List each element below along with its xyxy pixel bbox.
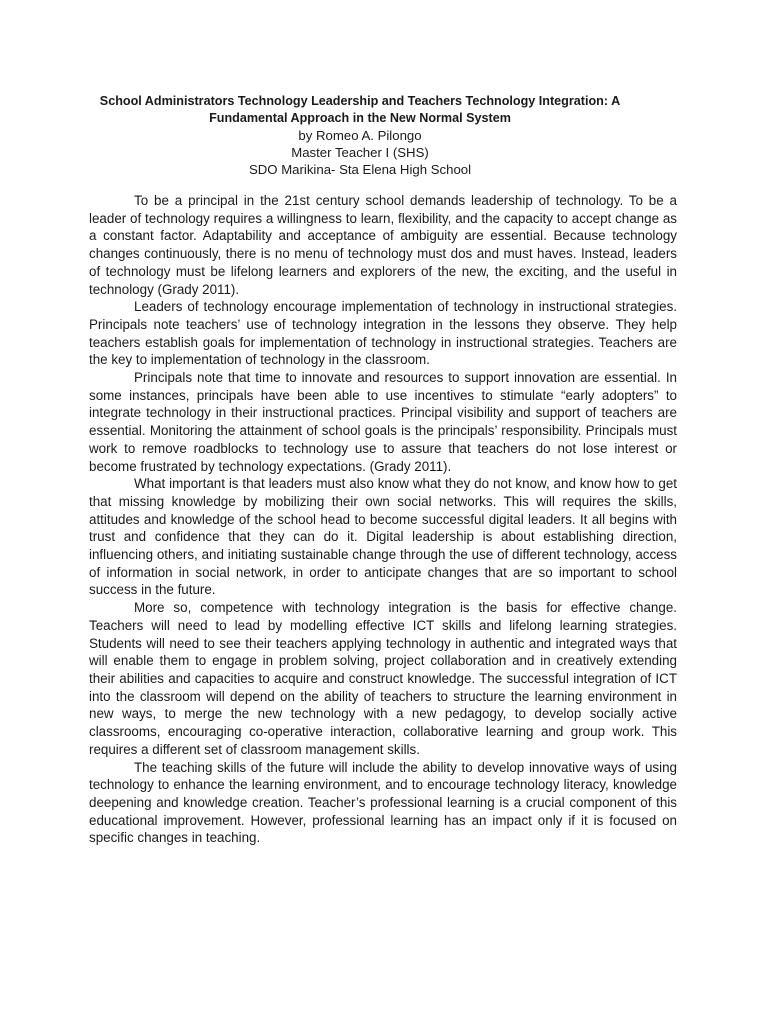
document-title: School Administrators Technology Leadership and Teachers Technology Integration: A Fundamental Approach in the New Normal System bbox=[99, 94, 621, 125]
document-header bbox=[60, 93, 660, 178]
body-paragraph: To be a principal in the 21st century school demands leadership of technology. To be a leader of technology requires a willingness to learn, flexibility, and the capacity to accept change as a constant factor. Adaptability and acceptance of ambiguity are essential. Because technology changes continuously, there is no menu of technology must dos and must haves. Instead, leaders of technology must be lifelong learners and explorers of the new, the exciting, and the useful in technology (Grady 2011). bbox=[89, 193, 677, 297]
body-paragraph: More so, competence with technology integration is the basis for effective change. Teachers will need to lead by modelling effective ICT skills and lifelong learning strategies. Students will need to see their teachers applying technology in authentic and integrated ways that will enable them to engage in problem solving, project collaboration and in creatively extending their abilities and capacities to acquire and construct knowledge. The successful integration of ICT into the classroom will depend on the ability of teachers to structure the learning environment in new ways, to merge the new technology with a new pedagogy, to develop socially active classrooms, encouraging co-operative interaction, collaborative learning and group work. This requires a different set of classroom management skills. bbox=[89, 600, 677, 757]
body-paragraph: What important is that leaders must also know what they do not know, and know how to get that missing knowledge by mobilizing their own social networks. This will requires the skills, attitudes and knowledge of the school head to become successful digital leaders. It all begins with trust and confidence that they can do it. Digital leadership is about establishing direction, influencing others, and initiating sustainable change through the use of different technology, access of information in social network, in order to anticipate changes that are so important to school success in the future. bbox=[89, 476, 677, 598]
author-school: SDO Marikina- Sta Elena High School bbox=[248, 162, 472, 177]
body-paragraph: Principals note that time to innovate and resources to support innovation are essential. In some instances, principals have been able to use incentives to stimulate “early adopters” to integrate technology in their instructional practices. Principal visibility and support of teachers are essential. Monitoring the attainment of school goals is the principals’ responsibility. Principals must work to remove roadblocks to technology use to assure that teachers do not lose interest or become frustrated by technology expectations. (Grady 2011). bbox=[89, 370, 677, 474]
author-line: by Romeo A. Pilongo bbox=[298, 128, 422, 143]
body-paragraph: Leaders of technology encourage implementation of technology in instructional strategies. Principals note teachers’ use of technology integration in the lessons they observe. They help teachers establish goals for implementation of technology in instructional strategies. Teachers are the key to implementation of technology in the classroom. bbox=[89, 299, 677, 368]
document-body bbox=[89, 192, 677, 847]
body-paragraph: The teaching skills of the future will include the ability to develop innovative ways of using technology to enhance the learning environment, and to encourage technology literacy, knowledge deepening and knowledge creation. Teacher’s professional learning is a crucial component of this educational improvement. However, professional learning has an impact only if it is focused on specific changes in teaching. bbox=[89, 759, 677, 846]
author-position: Master Teacher I (SHS) bbox=[291, 145, 429, 160]
